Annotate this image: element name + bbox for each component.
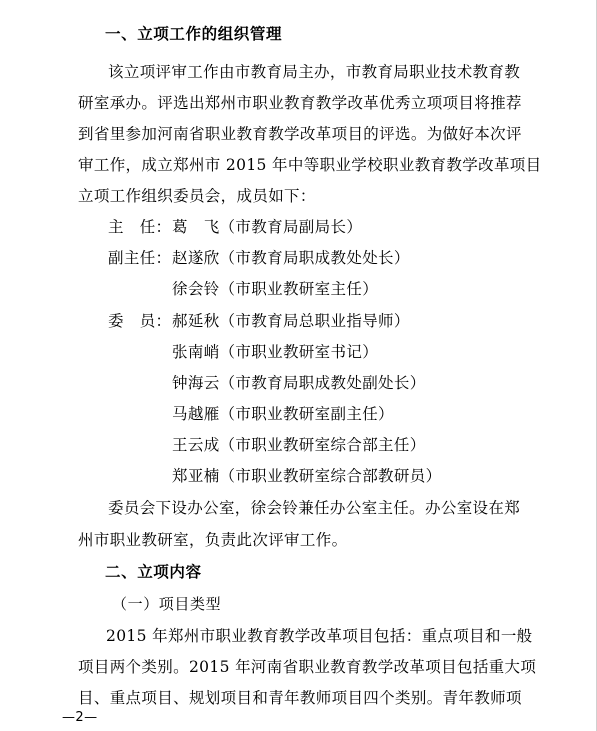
member-name: 马越雁（市职业教研室副主任） bbox=[172, 405, 394, 423]
subsection-heading: （一）项目类型 bbox=[112, 595, 222, 613]
section-heading: 一、立项工作的组织管理 bbox=[105, 25, 283, 43]
paragraph-line: 审工作，成立郑州市 2015 年中等职业学校职业教育教学改革项目 bbox=[78, 156, 542, 174]
member-role: 主 任： bbox=[108, 218, 172, 236]
member-name: 葛 飞（市教育局副局长） bbox=[172, 218, 363, 236]
member-name: 郑亚楠（市职业教研室综合部教研员） bbox=[172, 467, 442, 485]
member-name: 钟海云（市教育局职成教处副处长） bbox=[172, 374, 426, 392]
paragraph-line: 目、重点项目、规划项目和青年教师项目四个类别。青年教师项 bbox=[78, 689, 522, 707]
member-name: 王云成（市职业教研室综合部主任） bbox=[172, 436, 426, 454]
member-name: 张南峭（市职业教研室书记） bbox=[172, 343, 379, 361]
paragraph-line: 2015 年郑州市职业教育教学改革项目包括：重点项目和一般 bbox=[106, 627, 533, 645]
member-role: 副主任： bbox=[108, 249, 172, 267]
paragraph-line: 立项工作组织委员会，成员如下： bbox=[78, 187, 316, 205]
paragraph-line: 该立项评审工作由市教育局主办，市教育局职业技术教育教 bbox=[108, 63, 521, 81]
member-role: 委 员： bbox=[108, 312, 172, 330]
page-number: —2— bbox=[62, 710, 98, 725]
paragraph-line: 研室承办。评选出郑州市职业教育教学改革优秀立项项目将推荐 bbox=[78, 94, 522, 112]
paragraph-line: 州市职业教研室，负责此次评审工作。 bbox=[78, 531, 348, 549]
section-heading: 二、立项内容 bbox=[105, 563, 202, 581]
paragraph-line: 委员会下设办公室，徐会铃兼任办公室主任。办公室设在郑 bbox=[108, 499, 521, 517]
paragraph-line: 项目两个类别。2015 年河南省职业教育教学改革项目包括重大项 bbox=[78, 658, 537, 676]
member-name: 徐会铃（市职业教研室主任） bbox=[172, 280, 379, 298]
member-name: 郝延秋（市教育局总职业指导师） bbox=[172, 312, 410, 330]
paragraph-line: 到省里参加河南省职业教育教学改革项目的评选。为做好本次评 bbox=[78, 125, 522, 143]
member-name: 赵遂欣（市教育局职成教处处长） bbox=[172, 249, 410, 267]
